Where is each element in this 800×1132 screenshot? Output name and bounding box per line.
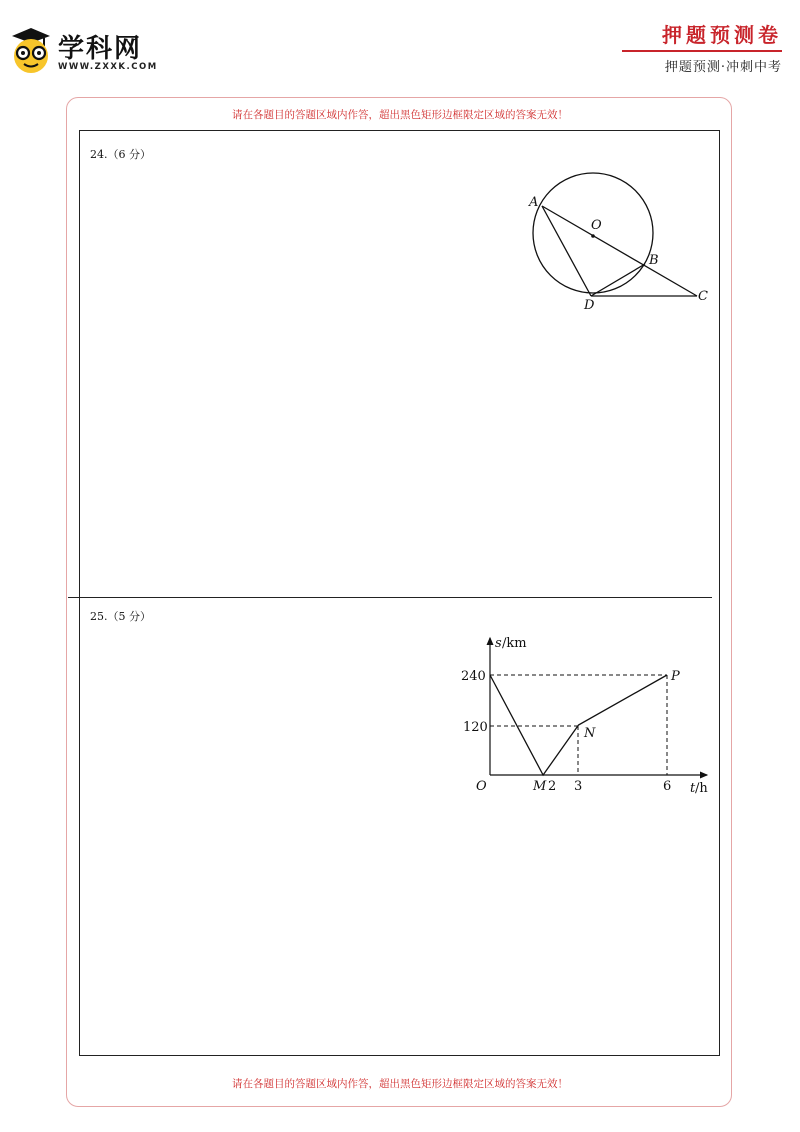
y-tick-240: 240	[461, 669, 486, 684]
circle-geometry-figure	[520, 170, 720, 315]
logo-text: 学科网	[58, 34, 143, 64]
segment-db	[591, 264, 645, 296]
center-point-o	[591, 234, 595, 238]
notice-bottom: 请在各题目的答题区域内作答，超出黑色矩形边框限定区域的答案无效！	[232, 1078, 568, 1090]
label-b: B	[649, 253, 659, 268]
brand-block	[622, 22, 782, 75]
x-axis-label-var: t	[690, 781, 696, 796]
brand-subtitle: 押题预测·冲刺中考	[664, 60, 782, 75]
site-logo[interactable]	[10, 24, 170, 76]
notice-top: 请在各题目的答题区域内作答，超出黑色矩形边框限定区域的答案无效！	[232, 109, 568, 121]
x-axis-label-unit: /h	[695, 781, 708, 796]
circle-o	[533, 173, 653, 293]
brand-underline	[622, 50, 782, 52]
point-label-m: M	[533, 779, 547, 794]
question-25-label: 25.（5 分）	[90, 610, 151, 623]
x-tick-6: 6	[663, 779, 672, 794]
y-tick-120: 120	[463, 720, 488, 735]
y-axis-label-unit: /km	[502, 636, 527, 651]
label-a: A	[529, 195, 539, 210]
question-divider	[68, 597, 712, 598]
owl-logo-icon	[10, 26, 52, 74]
label-d: D	[584, 298, 595, 313]
x-tick-3: 3	[574, 779, 583, 794]
distance-time-graph	[460, 630, 715, 800]
series-line	[490, 675, 667, 775]
label-c: C	[698, 289, 708, 304]
logo-url: WWW.ZXXK.COM	[58, 62, 158, 72]
brand-title: 押题预测卷	[662, 23, 782, 47]
x-tick-2: 2	[548, 779, 557, 794]
origin-label: O	[476, 779, 487, 794]
question-24-label: 24.（6 分）	[90, 148, 151, 161]
y-axis-label-var: s	[495, 636, 502, 651]
point-label-p: P	[671, 669, 680, 684]
point-label-n: N	[584, 726, 596, 741]
segment-ac	[542, 206, 697, 296]
label-o: O	[591, 218, 602, 233]
